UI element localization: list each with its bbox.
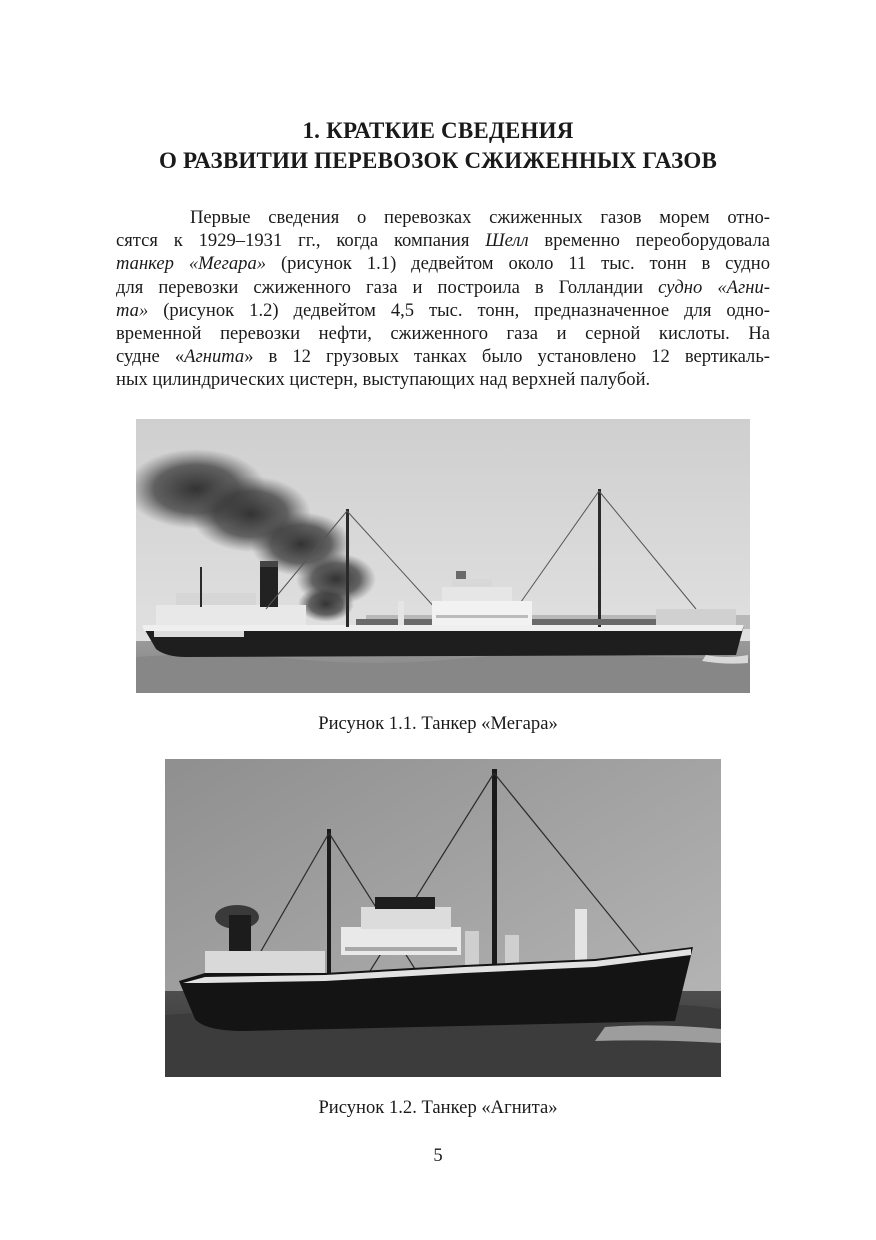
paragraph-line: сятся к 1929–1931 гг., когда компания Шелл временно переоборудовала <box>116 230 770 252</box>
paragraph-line: судне «Агнита» в 12 грузовых танках было установлено 12 вертикаль- <box>116 346 770 368</box>
chapter-heading-line-1: 1. КРАТКИЕ СВЕДЕНИЯ <box>302 118 574 143</box>
paragraph-line: ных цилиндрических цистерн, выступающих над верхней палубой. <box>116 369 651 391</box>
figure-megara-photo <box>136 419 750 693</box>
ship-name-agnita-2: Агнита <box>184 346 245 368</box>
ship-name-agnita: судно «Агни- <box>658 276 770 298</box>
paragraph-line: танкер «Мегара» (рисунок 1.1) дедвейтом около 11 тыс. тонн в судно <box>116 253 770 275</box>
company-name-shell: Шелл <box>485 230 529 252</box>
ship-name-agnita-cont: та» <box>116 299 149 321</box>
figure-2-caption: Рисунок 1.2. Танкер «Агнита» <box>318 1097 558 1118</box>
chapter-heading <box>0 116 876 176</box>
ship-name-megara: танкер «Мегара» <box>116 253 267 275</box>
paragraph-line: та» (рисунок 1.2) дедвейтом 4,5 тыс. тонн, предназначенное для одно- <box>116 299 770 321</box>
paragraph-line: Первые сведения о перевозках сжиженных газов морем отно- <box>190 207 770 228</box>
figure-agnita-photo <box>165 759 721 1077</box>
paragraph-line: для перевозки сжиженного газа и построила в Голландии судно «Агни- <box>116 276 770 298</box>
paragraph-line: временной перевозки нефти, сжиженного газа и серной кислоты. На <box>116 322 770 344</box>
figure-1-caption: Рисунок 1.1. Танкер «Мегара» <box>318 713 558 734</box>
body-paragraph <box>116 206 770 392</box>
page-number: 5 <box>433 1145 443 1166</box>
chapter-heading-line-2: О РАЗВИТИИ ПЕРЕВОЗОК СЖИЖЕННЫХ ГАЗОВ <box>158 148 718 173</box>
